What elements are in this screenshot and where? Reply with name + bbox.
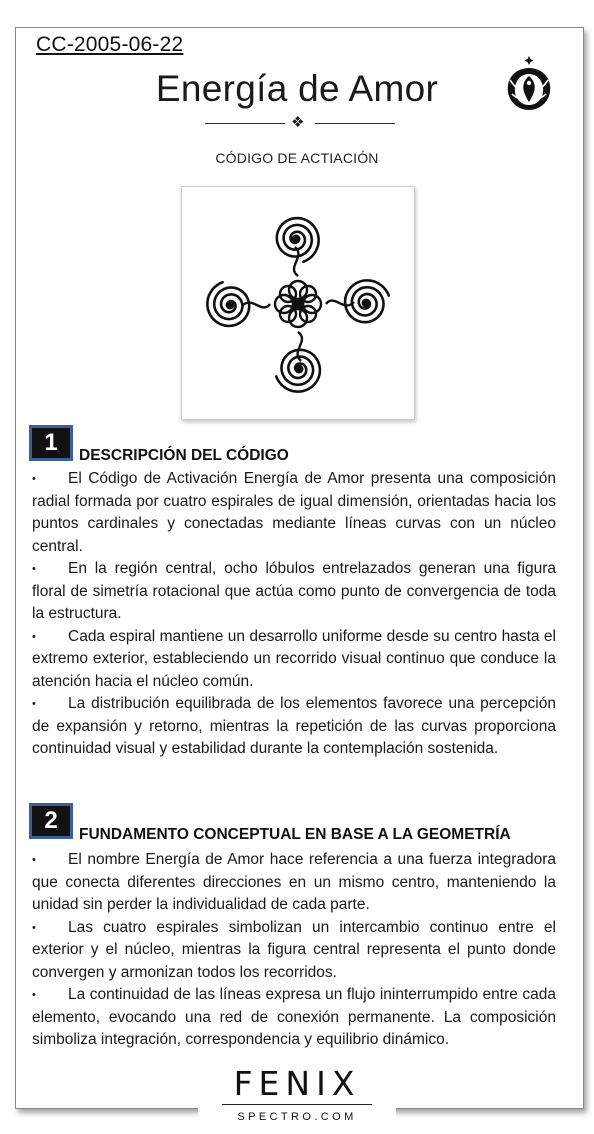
brand-wordmark: FENIX — [233, 1064, 361, 1103]
page-title: Energía de Amor — [155, 68, 439, 109]
bullet-paragraph: • Las cuatro espirales simbolizan un intercambio continuo entre el exterior y el núcleo, mientras la figura central representa el punto donde convergen y armonizan todos los recorridos. — [32, 917, 556, 985]
bullet-paragraph: • Cada espiral mantiene un desarrollo uniforme desde su centro hasta el extremo exterior, estableciendo un recorrido visual continuo que conduce la atención hacia el núcleo común. — [32, 626, 556, 694]
diamond-ornament-icon: ❖ — [291, 114, 305, 131]
section-body-2 — [32, 849, 556, 1052]
section-title: FUNDAMENTO CONCEPTUAL EN BASE A LA GEOMETRÍA — [79, 826, 511, 843]
brand-website: SPECTRO.COM — [237, 1111, 357, 1123]
spiral-center-dot — [293, 236, 299, 242]
code-id: CC-2005-06-22 — [36, 33, 184, 56]
spiral-symbol-drawing — [182, 187, 414, 419]
bullet-paragraph: • El Código de Activación Energía de Amor presenta una composición radial formada por cuatro espirales de igual dimensión, orientadas hacia los puntos cardinales y conectadas mediante líneas curvas con un núcleo central. — [32, 468, 556, 558]
page-subtitle: CÓDIGO DE ACTIACIÓN — [215, 150, 379, 166]
bullet-paragraph: • La continuidad de las líneas expresa un flujo ininterrumpido entre cada elemento, evocando una red de conexión permanente. La composición simboliza integración, correspondencia y equilibrio dinámico. — [32, 984, 556, 1052]
section-title: DESCRIPCIÓN DEL CÓDIGO — [79, 447, 289, 464]
bullet-paragraph: • El nombre Energía de Amor hace referencia a una fuerza integradora que conecta diferentes direcciones en un mismo centro, manteniendo la unidad sin perder la individualidad de cada parte. — [32, 849, 556, 917]
spiral-center-dot — [296, 366, 302, 372]
bullet-paragraph: • En la región central, ocho lóbulos entrelazados generan una figura floral de simetría rotacional que actúa como punto de convergencia de toda la estructura. — [32, 558, 556, 626]
bullet-paragraph: • La distribución equilibrada de los elementos favorece una percepción de expansión y retorno, mientras la repetición de las curvas proporciona continuidad visual y estabilidad durante la contemplación sostenida. — [32, 693, 556, 761]
section-number-badge: 1 — [29, 425, 73, 461]
spiral-center-dot — [227, 302, 233, 308]
section-number-badge: 2 — [29, 803, 73, 839]
brand-divider — [222, 1104, 372, 1105]
section-body-1 — [32, 468, 556, 761]
spiral-center-dot — [363, 300, 369, 306]
phoenix-icon — [496, 50, 562, 116]
title-divider — [205, 115, 395, 131]
spiral-symbol-image — [181, 186, 415, 420]
